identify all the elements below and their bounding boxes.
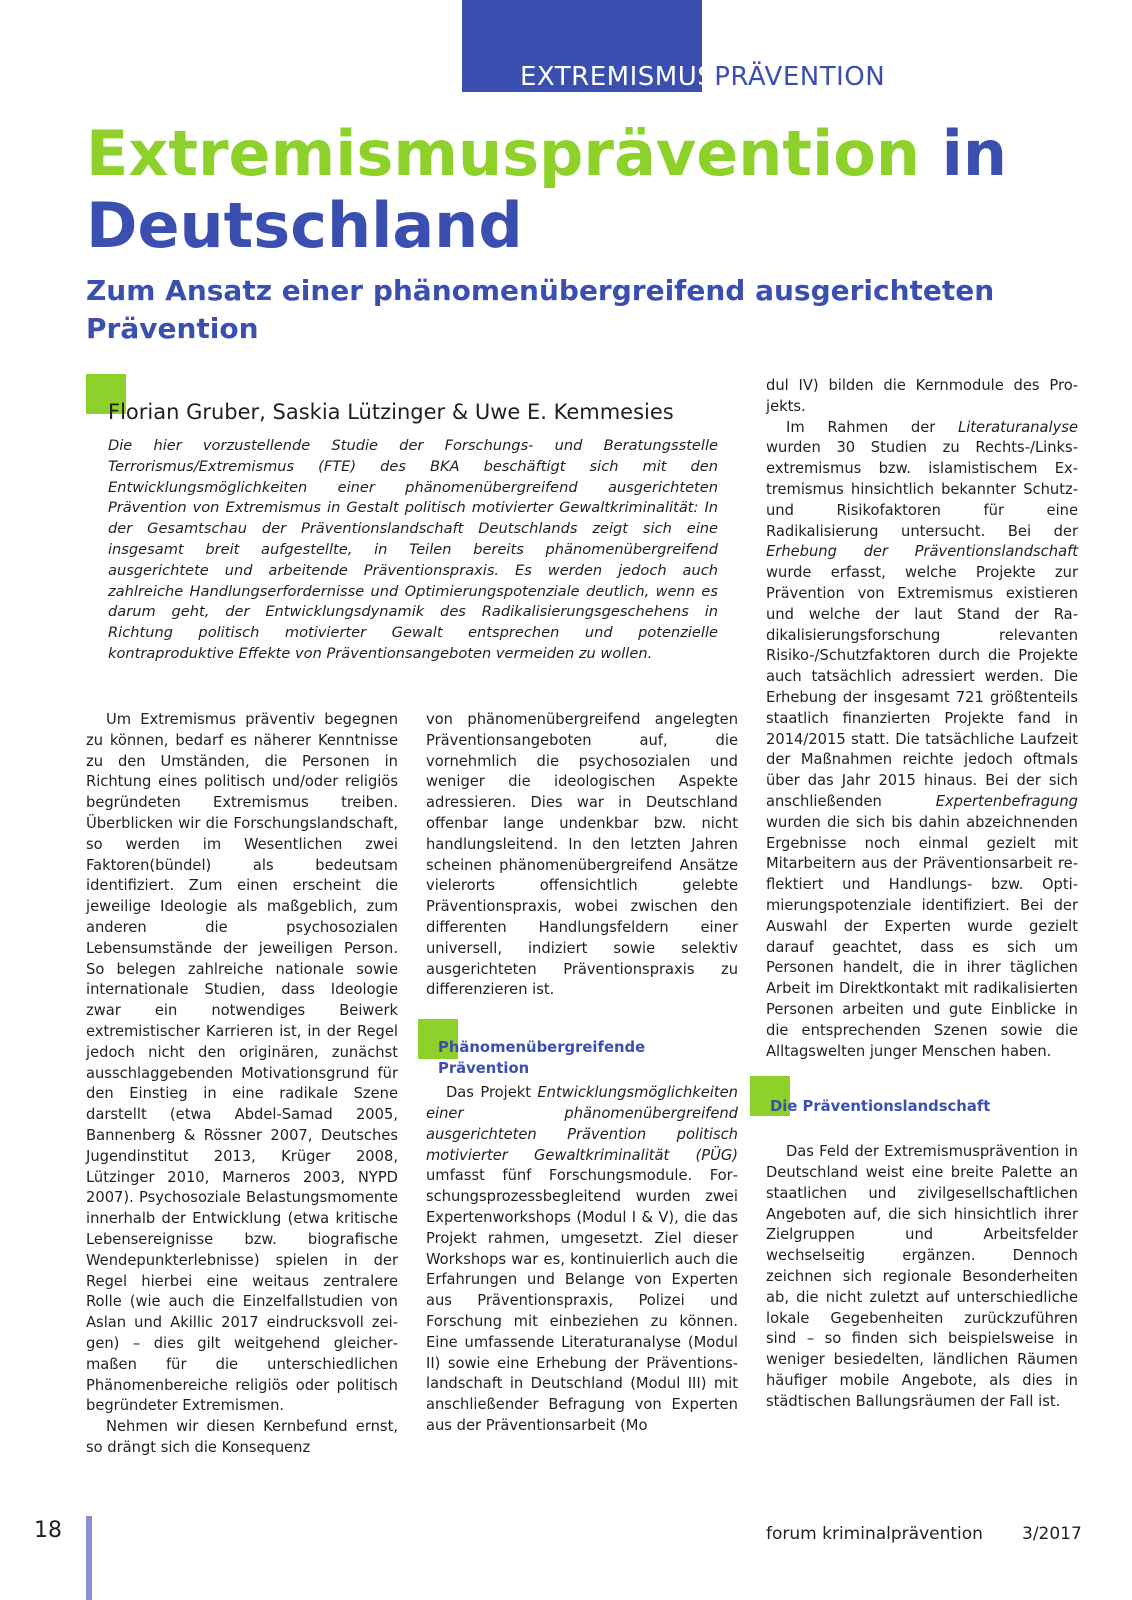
body-paragraph: von phänomenübergreifend angelegten Präventionsangeboten auf, die vornehmlich die psychosozialen und weniger die ideologischen Aspekte adressieren. Dies war in Deutschland offenbar lange undenkbar bzw. nicht handlungsleitend. In den letzten Jahren scheinen phänomenübergreifend Ansätze vielerorts offensichtlich gelebte Präventionspraxis, wobei zwischen den differenten Handlungsfeldern einer universell, indiziert sowie selektiv ausgerichteten Präventionspraxis zu differenzieren ist. — [426, 711, 738, 999]
body-paragraph — [766, 418, 1078, 1063]
body-paragraph: Das Feld der Extremismusprävention in Deutschland weist eine breite Palette an staatlichen und zivilgesellschaftlichen Angeboten auf, die sich hinsichtlich ihrer Zielgruppen und Arbeitsfelder wechselseitig ergänzen. Dennoch zeichnen sich regionale Besonderheiten ab, die nicht zuletzt auf unterschiedliche lokale Gegebenheiten zurückzuführen sind – so finden sich beispielsweise in weniger besiedelten, ländlichen Räumen häufiger mobile Angebote, als dies in städtischen Ballungsräumen der Fall ist. — [766, 1143, 1078, 1410]
project-title-emphasis: Entwicklungsmöglichkeiten einer phänomenübergreifend ausgerichteten Prävention politisch motivierter Gewaltkriminalität (PÜG) — [426, 1084, 738, 1164]
section-heading-line1: Phänomenübergreifende — [438, 1039, 646, 1057]
section-label — [520, 62, 885, 92]
journal-name: forum kriminalprävention — [766, 1524, 983, 1544]
section-label-part1: EXTREMISMUS — [520, 62, 715, 92]
title-green-word: Extremismusprävention — [86, 117, 921, 190]
body-paragraph: dul IV) bilden die Kernmodule des Projekts. — [766, 377, 1078, 415]
body-text: umfasst fünf Forschungsmodule. Forschungsprozessbegleitend wurden zwei Expertenworkshops (Modul I & V), die das Projekt rahmen, umgesetzt. Ziel dieser Workshops war es, kontinuierlich auch die Erfahrungen und Belange von Experten aus Präventionspraxis, Polizei und Forschung mit einbeziehen zu können. Eine umfassende Literaturanalyse (Modul II) sowie eine Erhebung der Präventionslandschaft in Deutschland (Modul III) mit anschließender Befragung von Experten aus der Präventionsarbeit (Mo — [426, 1167, 738, 1434]
body-column-3 — [766, 376, 1078, 1413]
page-number: 18 — [34, 1518, 62, 1543]
section-heading — [438, 1037, 645, 1079]
article-subtitle: Zum Ansatz einer phänomenübergreifend ausgerichteten Prävention — [86, 274, 995, 345]
title-blue-word-2: Deutschland — [86, 189, 523, 262]
emphasis: Expertenbefragung — [935, 792, 1078, 810]
title-blue-word-1: in — [941, 117, 1008, 190]
emphasis: Erhebung der Präventionslandschaft — [766, 543, 1078, 561]
body-paragraph: Um Extremismus präventiv begegnen zu können, bedarf es näherer Kenntnisse zu den Umständen, die Personen in Richtung eines politisch und/oder religiös begründeten Extremismus treiben. Überblicken wir die Forschungslandschaft, so werden im Wesentlichen zwei Faktoren(bündel) als bedeutsam identifiziert. Zum einen erscheint die jeweilige Ideologie als maßgeblich, zum anderen die psychosozialen Lebensumstände der jeweiligen Person. So belegen zahlreiche nationale sowie internationale Studien, dass Ideologie zwar ein notwendiges Beiwerk extremistischer Karrieren ist, in der Regel jedoch nicht den originären, zunächst ausschlaggebenden Motivationsgrund für den Einstieg in eine radikale Szene darstellt (etwa Abdel-Samad 2005, Bannenberg & Rössner 2007, Deutsches Jugendinstitut 2013, Krüger 2008, Lützinger 2010, Marneros 2003, NYPD 2007). Psychosoziale Belastungsmomente innerhalb der Entwicklung (etwa kritische Lebensereignisse bzw. biografische Wendepunkterlebnisse) spielen in der Regel hierbei eine weitaus zentralere Rolle (wie auch die Einzelfallstudien von Aslan und Akillic 2017 eindrucksvoll zeigen) – dies gilt weitgehend gleichermaßen für die unterschiedlichen Phänomenbereiche religiös oder politisch begründeter Extremismen. — [86, 711, 398, 1415]
authors: Florian Gruber, Saskia Lützinger & Uwe E. Kemmesies — [108, 400, 674, 424]
issue-number: 3/2017 — [1022, 1524, 1082, 1544]
body-text: wurde erfasst, welche Projekte zur Prävention von Extremismus existieren und welche der laut Stand der Radikalisierungsforschung relevanten Risiko-/Schutzfaktoren durch die Projekte auch tatsächlich adressiert werden. Die Erhebung der insgesamt 721 größtenteils staatlich finanzierten Projekte fand in 2014/2015 statt. Die tatsächliche Laufzeit der Maßnahmen reichte jedoch oftmals über das Jahr 2015 hinaus. Bei der sich anschließenden — [766, 564, 1078, 810]
body-text: Im Rahmen der — [786, 418, 959, 436]
body-paragraph — [426, 1083, 738, 1437]
emphasis: Literaturanalyse — [958, 418, 1078, 436]
body-text: Das Projekt — [446, 1084, 538, 1102]
section-label-part2: PRÄVENTION — [714, 62, 886, 92]
abstract: Die hier vorzustellende Studie der Forschungs- und Beratungsstelle Terrorismus/Extremismus (FTE) des BKA beschäftigt sich mit den Entwicklungsmöglichkeiten einer phänomenübergreifend ausgerichteten Prävention von Extremismus in Gestalt politisch motivierter Gewaltkriminalität: In der Gesamtschau der Präventionslandschaft Deutschlands zeigt sich eine insgesamt breit aufgestellte, in Teilen bereits phänomenübergreifend ausgerichtete und arbeitende Präventionspraxis. Es werden jedoch auch zahlreiche Handlungserfordernisse und Optimierungspotenziale deutlich, wenn es darum geht, der Entwicklungsdynamik des Radikalisierungsgeschehens in Richtung politisch motivierter Gewalt entsprechen und potenzielle kontraproduktive Effekte von Präventionsangeboten vermeiden zu wollen. — [108, 437, 718, 662]
section-heading-block — [426, 1001, 738, 1083]
footer-accent-bar — [86, 1516, 92, 1600]
body-column-1 — [86, 710, 398, 1459]
section-heading-line2: Prävention — [438, 1060, 530, 1078]
body-text: wurden 30 Studien zu Rechts-/Linksextremismus bzw. islamistischem Extremismus hinsichtlich bekannter Schutz- und Risikofaktoren für eine Radikalisierung untersucht. Bei der — [766, 439, 1078, 540]
section-heading: Die Präventionslandschaft — [770, 1098, 991, 1116]
body-paragraph: Nehmen wir diesen Kernbefund ernst, so drängt sich die Konsequenz — [86, 1418, 398, 1456]
body-column-2 — [426, 710, 738, 1437]
body-text: wurden die sich bis dahin abzeichnenden Ergebnisse noch einmal gezielt mit Mitarbeitern aus der Präventionsarbeit reflektiert und Handlungs- bzw. Optimierungspotenziale identifiziert. Bei der Auswahl der Experten wurde gezielt darauf geachtet, dass es sich um Personen handelt, die in ihrer täglichen Arbeit im Direktkontakt mit radikalisierten Personen arbeiten und gute Einblicke in die entsprechenden Szenen sowie die Alltagswelten junger Menschen haben. — [766, 813, 1078, 1060]
section-heading-block — [766, 1062, 1078, 1142]
article-title — [86, 118, 1106, 262]
